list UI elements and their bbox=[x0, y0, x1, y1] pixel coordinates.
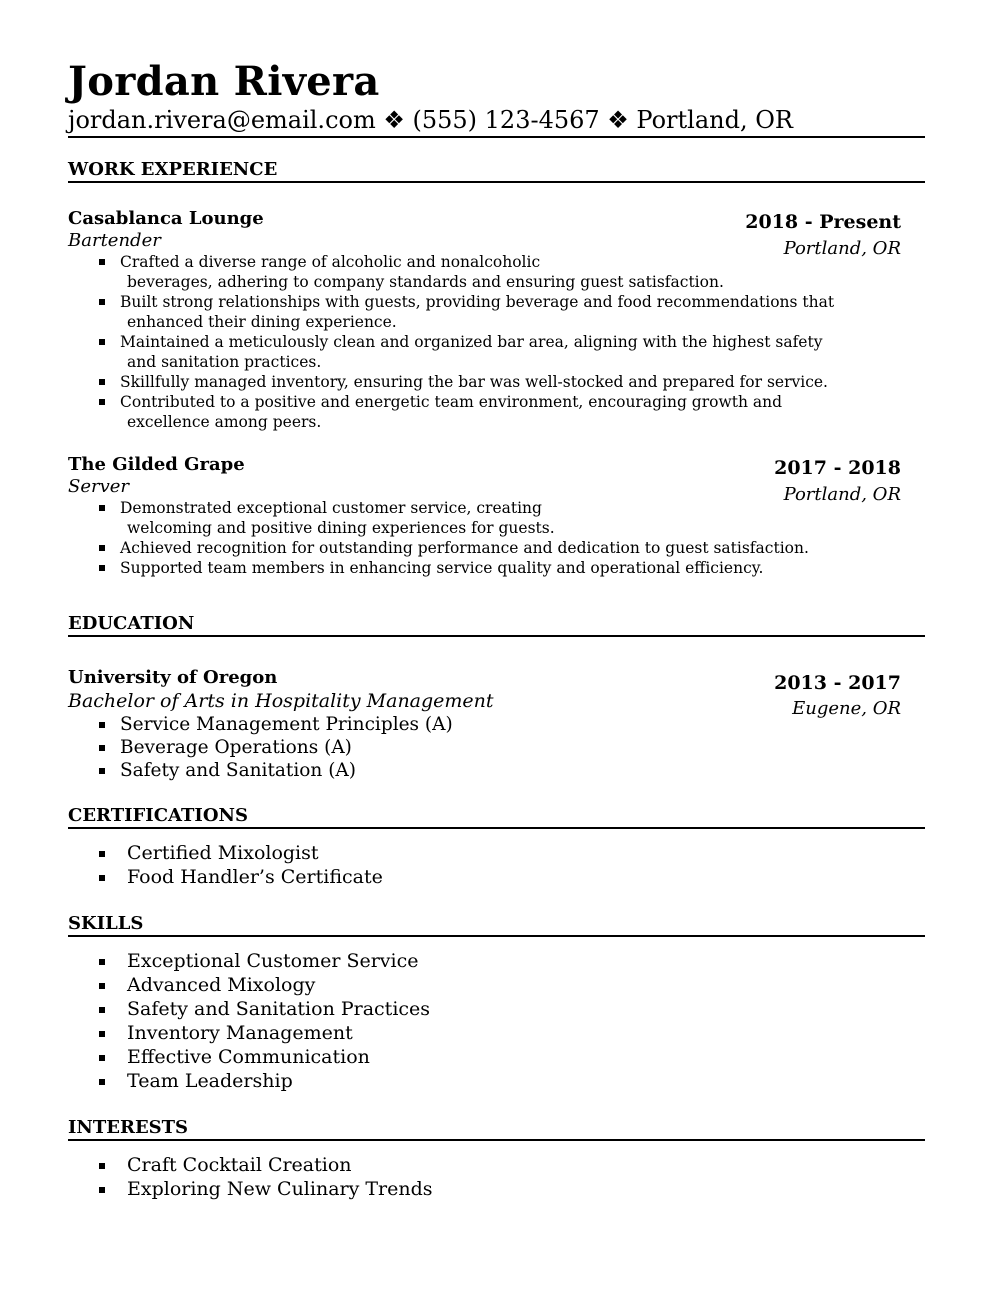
bullet-icon bbox=[99, 1163, 105, 1169]
bullet-icon bbox=[99, 722, 105, 728]
bullet-item: Achieved recognition for outstanding performance and dedication to guest satisfaction. bbox=[68, 538, 925, 558]
bullet-item: Crafted a diverse range of alcoholic and nonalcoholic beverages, adhering to company standards and ensuring guest satisfaction. bbox=[68, 252, 925, 292]
job-location: Portland, OR bbox=[783, 484, 901, 505]
bullet-icon bbox=[99, 1031, 105, 1037]
job-dates: 2017 - 2018 bbox=[774, 457, 901, 479]
interest-item: Exploring New Culinary Trends bbox=[68, 1177, 925, 1201]
job-role: Bartender bbox=[68, 230, 161, 251]
bullet-item: Skillfully managed inventory, ensuring the bar was well-stocked and prepared for service. bbox=[68, 372, 925, 392]
bullet-icon bbox=[99, 379, 105, 385]
bullet-icon bbox=[99, 1055, 105, 1061]
bullet-icon bbox=[99, 399, 105, 405]
bullet-item: Built strong relationships with guests, providing beverage and food recommendations that enhanced their dining experience. bbox=[68, 292, 925, 332]
course-item: Safety and Sanitation (A) bbox=[68, 759, 925, 782]
bullet-icon bbox=[99, 768, 105, 774]
skill-item: Team Leadership bbox=[68, 1069, 925, 1093]
job-organization: The Gilded Grape bbox=[68, 454, 245, 475]
bullet-item: Supported team members in enhancing service quality and operational efficiency. bbox=[68, 558, 925, 578]
bullet-icon bbox=[99, 959, 105, 965]
resume-page bbox=[68, 58, 925, 1201]
section-heading-education: EDUCATION bbox=[68, 613, 925, 637]
bullet-item: Demonstrated exceptional customer service, creating welcoming and positive dining experiences for guests. bbox=[68, 498, 925, 538]
bullet-icon bbox=[99, 875, 105, 881]
bullet-icon bbox=[99, 565, 105, 571]
course-item: Service Management Principles (A) bbox=[68, 713, 925, 736]
job-entry bbox=[68, 454, 925, 578]
certification-item: Food Handler’s Certificate bbox=[68, 865, 925, 889]
education-location: Eugene, OR bbox=[792, 698, 901, 719]
bullet-item: Contributed to a positive and energetic team environment, encouraging growth and excellence among peers. bbox=[68, 392, 925, 432]
bullet-icon bbox=[99, 745, 105, 751]
job-bullets bbox=[68, 252, 925, 432]
bullet-icon bbox=[99, 1007, 105, 1013]
bullet-icon bbox=[99, 1187, 105, 1193]
certification-item: Certified Mixologist bbox=[68, 841, 925, 865]
bullet-icon bbox=[99, 545, 105, 551]
bullet-icon bbox=[99, 505, 105, 511]
skill-item: Advanced Mixology bbox=[68, 973, 925, 997]
candidate-name: Jordan Rivera bbox=[68, 58, 380, 105]
job-bullets bbox=[68, 498, 925, 578]
contact-line: jordan.rivera@email.com ❖ (555) 123-4567 ❖ Portland, OR bbox=[68, 106, 925, 138]
bullet-icon bbox=[99, 339, 105, 345]
skill-item: Inventory Management bbox=[68, 1021, 925, 1045]
job-entry bbox=[68, 208, 925, 432]
course-item: Beverage Operations (A) bbox=[68, 736, 925, 759]
job-organization: Casablanca Lounge bbox=[68, 208, 264, 229]
bullet-icon bbox=[99, 299, 105, 305]
section-heading-interests: INTERESTS bbox=[68, 1117, 925, 1141]
skill-item: Effective Communication bbox=[68, 1045, 925, 1069]
certification-list bbox=[68, 841, 925, 889]
education-entry bbox=[68, 667, 925, 782]
course-list bbox=[68, 713, 925, 782]
job-location: Portland, OR bbox=[783, 238, 901, 259]
skill-item: Exceptional Customer Service bbox=[68, 949, 925, 973]
job-role: Server bbox=[68, 476, 130, 497]
interest-item: Craft Cocktail Creation bbox=[68, 1153, 925, 1177]
education-dates: 2013 - 2017 bbox=[774, 672, 901, 694]
section-heading-skills: SKILLS bbox=[68, 913, 925, 937]
bullet-icon bbox=[99, 851, 105, 857]
interests-list bbox=[68, 1153, 925, 1201]
bullet-item: Maintained a meticulously clean and organized bar area, aligning with the highest safety and sanitation practices. bbox=[68, 332, 925, 372]
skill-item: Safety and Sanitation Practices bbox=[68, 997, 925, 1021]
degree: Bachelor of Arts in Hospitality Management bbox=[68, 690, 494, 712]
bullet-icon bbox=[99, 983, 105, 989]
school-name: University of Oregon bbox=[68, 667, 278, 688]
bullet-icon bbox=[99, 1079, 105, 1085]
job-dates: 2018 - Present bbox=[745, 211, 901, 233]
section-heading-certifications: CERTIFICATIONS bbox=[68, 805, 925, 829]
section-heading-work: WORK EXPERIENCE bbox=[68, 159, 925, 183]
bullet-icon bbox=[99, 259, 105, 265]
skills-list bbox=[68, 949, 925, 1093]
